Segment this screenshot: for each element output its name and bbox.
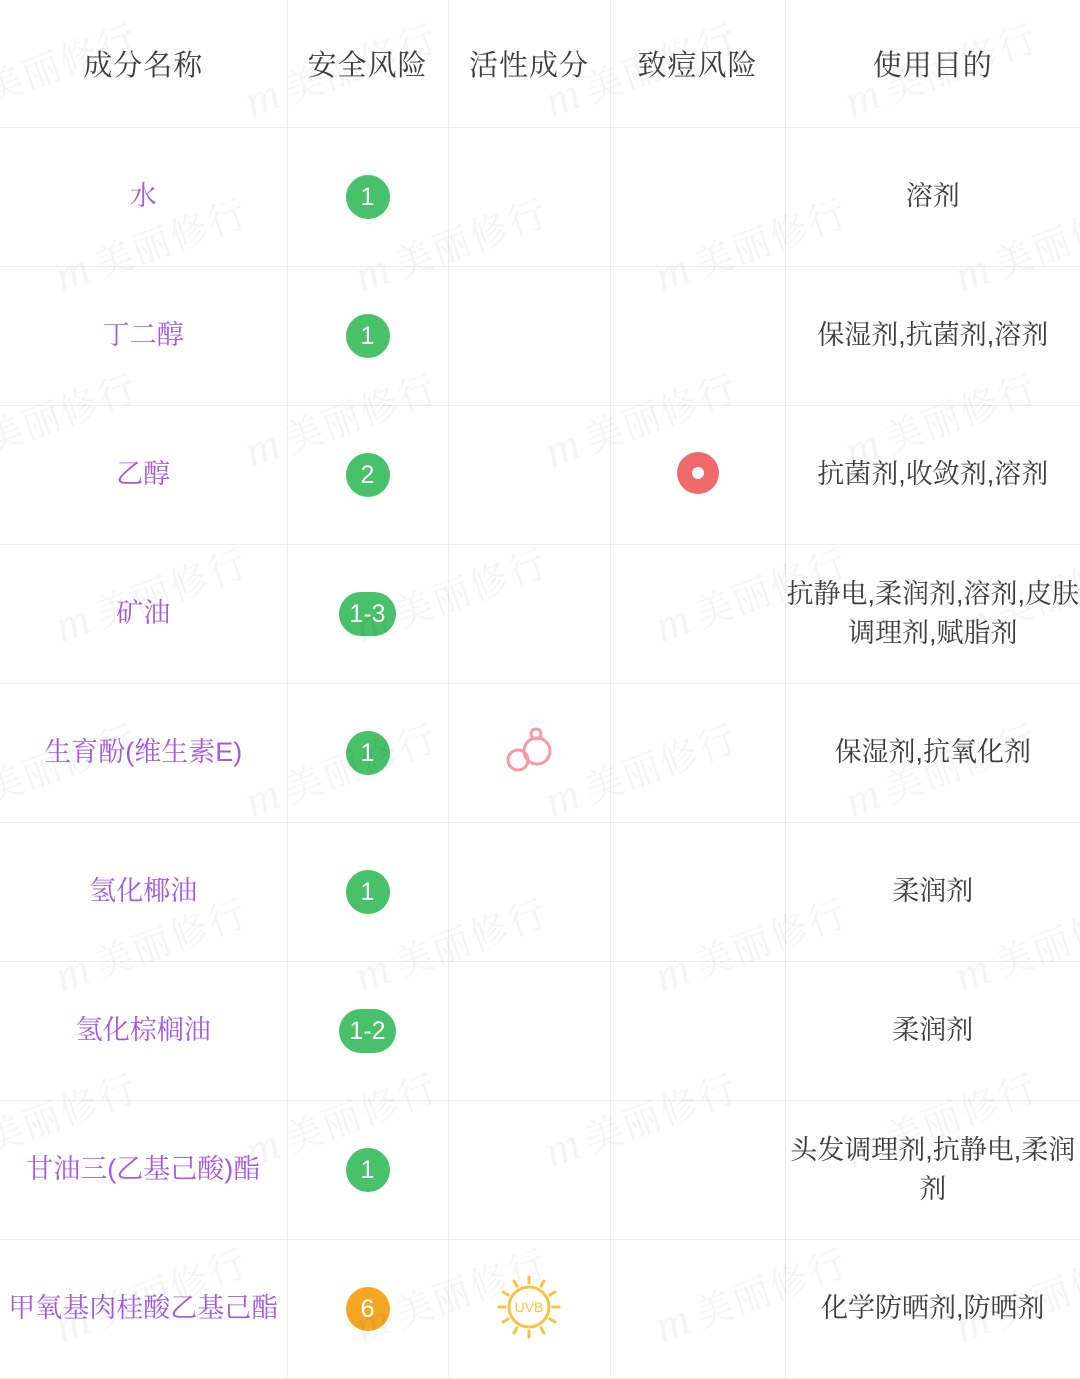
usage-purpose-cell: 溶剂 <box>785 128 1080 267</box>
acne-risk-cell <box>610 267 785 406</box>
acne-risk-cell <box>610 1240 785 1379</box>
ingredient-name-cell[interactable]: 丁二醇 <box>0 267 287 406</box>
safety-risk-cell <box>287 267 448 406</box>
acne-risk-cell <box>610 128 785 267</box>
table-row <box>0 545 1080 684</box>
safety-risk-badge: 1-2 <box>339 1009 395 1053</box>
column-header-safety: 安全风险 <box>287 0 448 128</box>
acne-risk-cell <box>610 545 785 684</box>
table-row <box>0 823 1080 962</box>
usage-purpose-cell: 化学防晒剂,防晒剂 <box>785 1240 1080 1379</box>
safety-risk-badge: 1 <box>346 175 390 219</box>
usage-purpose-cell: 柔润剂 <box>785 962 1080 1101</box>
active-ingredient-cell <box>448 406 610 545</box>
table-header-row <box>0 0 1080 128</box>
ingredient-name-cell[interactable]: 矿油 <box>0 545 287 684</box>
bubbles-icon <box>496 719 562 785</box>
column-header-active: 活性成分 <box>448 0 610 128</box>
table-row <box>0 128 1080 267</box>
acne-risk-dot-icon <box>677 452 719 494</box>
safety-risk-cell <box>287 823 448 962</box>
table-row <box>0 1101 1080 1240</box>
usage-purpose-cell: 保湿剂,抗氧化剂 <box>785 684 1080 823</box>
column-header-use: 使用目的 <box>785 0 1080 128</box>
active-ingredient-cell <box>448 823 610 962</box>
acne-risk-cell <box>610 684 785 823</box>
safety-risk-badge: 2 <box>346 453 390 497</box>
active-ingredient-cell <box>448 267 610 406</box>
safety-risk-badge: 1 <box>346 1148 390 1192</box>
column-header-name: 成分名称 <box>0 0 287 128</box>
safety-risk-cell <box>287 962 448 1101</box>
active-ingredient-cell <box>448 1101 610 1240</box>
active-ingredient-cell <box>448 128 610 267</box>
safety-risk-badge: 1 <box>346 870 390 914</box>
usage-purpose-cell: 头发调理剂,抗静电,柔润剂 <box>785 1101 1080 1240</box>
safety-risk-cell <box>287 684 448 823</box>
svg-text:UVB: UVB <box>514 1298 544 1315</box>
safety-risk-cell <box>287 1240 448 1379</box>
acne-risk-cell <box>610 406 785 545</box>
table-row <box>0 267 1080 406</box>
ingredient-name-cell[interactable]: 甘油三(乙基己酸)酯 <box>0 1101 287 1240</box>
active-ingredient-cell <box>448 684 610 823</box>
usage-purpose-cell: 抗静电,柔润剂,溶剂,皮肤调理剂,赋脂剂 <box>785 545 1080 684</box>
table-header <box>0 0 1080 128</box>
usage-purpose-cell: 保湿剂,抗菌剂,溶剂 <box>785 267 1080 406</box>
safety-risk-badge: 1 <box>346 314 390 358</box>
table-row <box>0 406 1080 545</box>
ingredient-name-cell[interactable]: 氢化棕榈油 <box>0 962 287 1101</box>
table-row <box>0 962 1080 1101</box>
ingredient-name-cell[interactable]: 水 <box>0 128 287 267</box>
table-row <box>0 1240 1080 1379</box>
active-ingredient-cell <box>448 545 610 684</box>
safety-risk-cell <box>287 128 448 267</box>
table-row <box>0 684 1080 823</box>
safety-risk-cell <box>287 1101 448 1240</box>
safety-risk-badge: 6 <box>346 1287 390 1331</box>
ingredient-name-cell[interactable]: 甲氧基肉桂酸乙基己酯 <box>0 1240 287 1379</box>
uvb-sun-icon <box>496 1274 562 1340</box>
safety-risk-cell <box>287 406 448 545</box>
acne-risk-cell <box>610 962 785 1101</box>
ingredient-name-cell[interactable]: 生育酚(维生素E) <box>0 684 287 823</box>
usage-purpose-cell: 抗菌剂,收敛剂,溶剂 <box>785 406 1080 545</box>
active-ingredient-cell <box>448 962 610 1101</box>
safety-risk-badge: 1 <box>346 731 390 775</box>
ingredient-name-cell[interactable]: 氢化椰油 <box>0 823 287 962</box>
table-body <box>0 128 1080 1379</box>
ingredient-name-cell[interactable]: 乙醇 <box>0 406 287 545</box>
column-header-acne: 致痘风险 <box>610 0 785 128</box>
safety-risk-badge: 1-3 <box>339 592 395 636</box>
usage-purpose-cell: 柔润剂 <box>785 823 1080 962</box>
acne-risk-cell <box>610 823 785 962</box>
acne-risk-cell <box>610 1101 785 1240</box>
safety-risk-cell <box>287 545 448 684</box>
active-ingredient-cell <box>448 1240 610 1379</box>
